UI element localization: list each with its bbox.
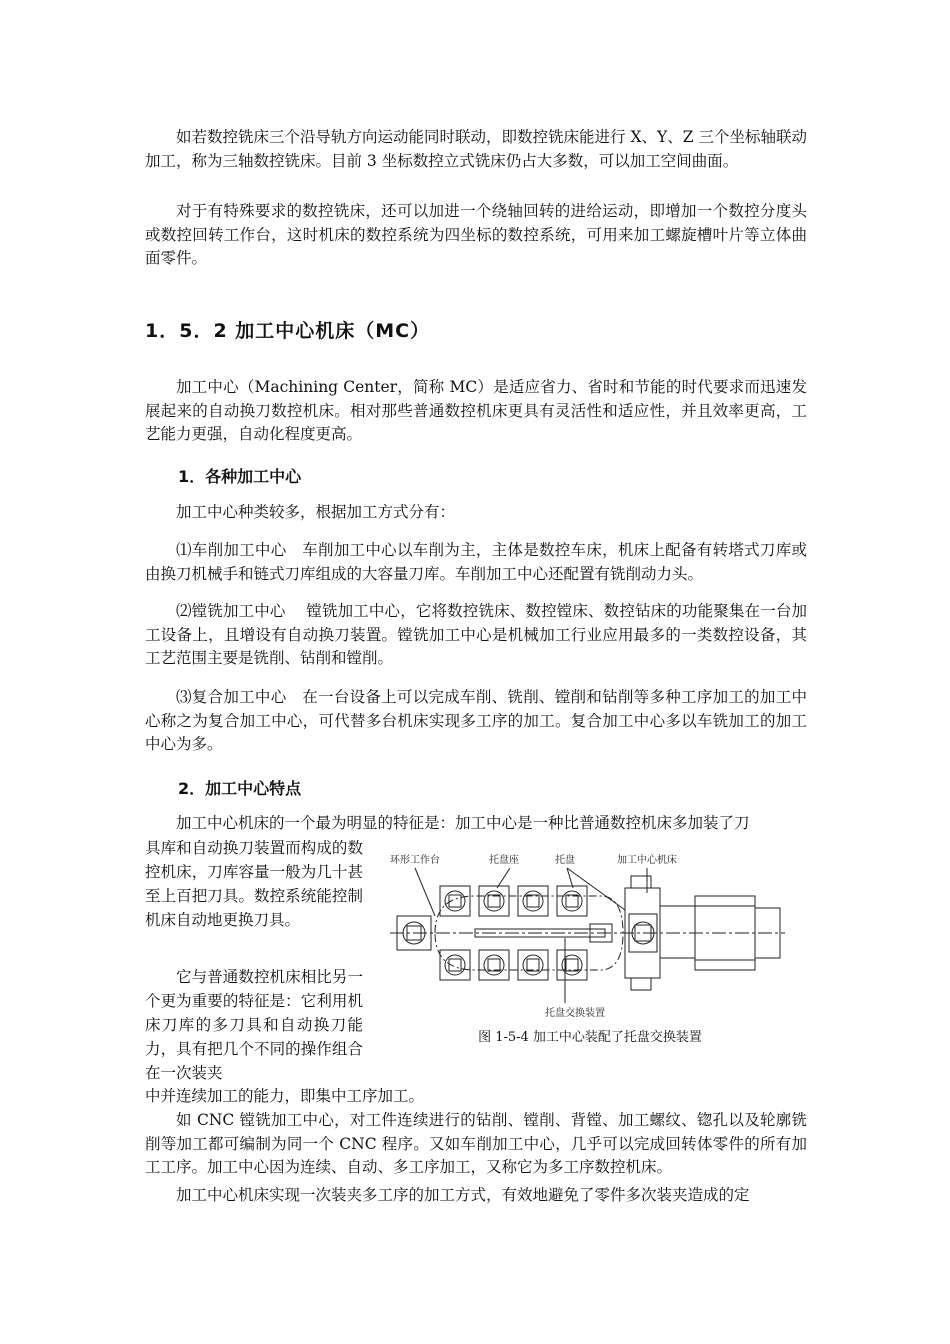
label-pallet: 托盘 xyxy=(555,855,575,866)
paragraph-mc-intro: 加工中心（Machining Center，简称 MC）是适应省力、省时和节能的时代要求而迅速发展起来的自动换刀数控机床。相对那些普通数控机床更具有灵活性和适应性，并且效率更高，工艺能力更强，自动化程度更高。 xyxy=(145,378,807,443)
paragraph-boring-milling-center: ⑵镗铣加工中心 镗铣加工中心，它将数控铣床、数控镗床、数控钻床的功能聚集在一台加工设备上，且增设有自动换刀装置。镗铣加工中心是机械加工行业应用最多的一类数控设备，其工艺范围主要是铣削、钻削和镗削。 xyxy=(145,602,807,667)
paragraph-cnc-example: 如 CNC 镗铣加工中心，对工件连续进行的钻削、镗削、背镗、加工螺纹、锪孔以及轮廓铣削等加工都可编制为同一个 CNC 程序。又如车削加工中心，几乎可以完成回转体零件的所有加工工序。加工中心因为连续、自动、多工序加工，又称它为多工序数控机床。 xyxy=(145,1111,807,1176)
paragraph-single-setup: 加工中心机床实现一次装夹多工序的加工方式，有效地避免了零件多次装夹造成的定 xyxy=(176,1186,750,1204)
label-pallet-seat: 托盘座 xyxy=(489,855,519,866)
paragraph-three-axis: 如若数控铣床三个沿导轨方向运动能同时联动，即数控铣床能进行 X、Y、Z 三个坐标轴联动加工，称为三轴数控铣床。目前 3 坐标数控立式铣床仍占大多数，可以加工空间曲面。 xyxy=(145,128,807,170)
label-pallet-exchanger: 托盘交换装置 xyxy=(545,1008,605,1019)
paragraph-second-feature-wrap: 它与普通数控机床相比另一个更为重要的特征是：它利用机床刀库的多刀具和自动换刀能力，具有把几个不同的操作组合在一次装夹 xyxy=(145,968,363,1082)
section-title: 1．5．2 加工中心机床（MC） xyxy=(145,320,431,342)
subsection-title-features: 2．加工中心特点 xyxy=(178,779,302,798)
pallet-exchange-figure xyxy=(385,848,795,1023)
top-pallet-row xyxy=(440,886,587,916)
paragraph-compound-center: ⑶复合加工中心 在一台设备上可以完成车削、铣削、镗削和钻削等多种工序加工的加工中心称之为复合加工中心，可代替多台机床实现多工序的加工。复合加工中心多以车铣加工的加工中心为多。 xyxy=(145,688,807,753)
paragraph-turning-center: ⑴车削加工中心 车削加工中心以车削为主，主体是数控车床，机床上配备有转塔式刀库或由换刀机械手和链式刀库组成的大容量刀库。车削加工中心还配置有铣削动力头。 xyxy=(145,541,807,583)
label-machining-center: 加工中心机床 xyxy=(617,855,677,866)
paragraph-feature-lead: 加工中心机床的一个最为明显的特征是：加工中心是一种比普通数控机床多加装了刀 xyxy=(176,814,750,832)
paragraph-types-intro: 加工中心种类较多，根据加工方式分有： xyxy=(176,503,456,521)
figure-drawing xyxy=(390,868,785,1003)
paragraph-four-axis: 对于有特殊要求的数控铣床，还可以加进一个绕轴回转的进给运动，即增加一个数控分度头或数控回转工作台，这时机床的数控系统为四坐标的数控系统，可用来加工螺旋槽叶片等立体曲面零件。 xyxy=(145,202,807,267)
subsection-title-types: 1．各种加工中心 xyxy=(178,467,302,486)
paragraph-second-feature-tail: 中并连续加工的能力，即集中工序加工。 xyxy=(145,1087,425,1105)
label-ring-table: 环形工作台 xyxy=(390,855,440,866)
paragraph-feature-wrap: 具库和自动换刀装置而构成的数控机床，刀库容量一般为几十甚至上百把刀具。数控系统能控制机床自动地更换刀具。 xyxy=(145,839,363,929)
figure-caption: 图 1-5-4 加工中心装配了托盘交换装置 xyxy=(478,1030,702,1045)
